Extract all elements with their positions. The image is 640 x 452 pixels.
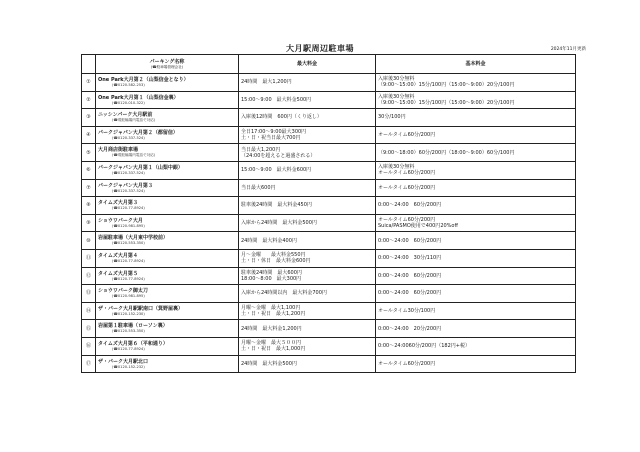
basic-fee-line: 入庫後30分無料 [378, 76, 415, 83]
parking-name-cell [96, 302, 239, 320]
parking-phone: (☎0120-337-524) [112, 188, 145, 193]
basic-fee-cell [376, 337, 576, 355]
parking-name: ニッシンパーク大月駅前 [98, 112, 153, 119]
basic-fee-line: 入庫後30分無料 [378, 93, 415, 100]
max-fee-cell [239, 179, 376, 197]
max-fee-cell [239, 126, 376, 144]
parking-name: ショウワパーク御太刀 [98, 288, 148, 295]
parking-name-cell [96, 74, 239, 92]
row-number: ⑩ [82, 232, 96, 250]
max-fee-line: 24時間 最大料金400円 [241, 237, 297, 244]
basic-fee-cell [376, 285, 576, 303]
table-row [82, 232, 576, 250]
row-number: ⑪ [82, 249, 96, 267]
max-fee-line: 15:00～9:00 最大料金600円 [241, 167, 312, 174]
max-fee-line: 駐車後24時間 最大料金450円 [241, 202, 312, 209]
row-number: ⑥ [82, 161, 96, 179]
parking-name: One Park大月第１（山梨信金裏） [98, 94, 179, 101]
parking-name: パークジャパン大月第２（都留信） [98, 129, 178, 136]
max-fee-cell [239, 74, 376, 92]
basic-fee-line: （9:00～15:00）15分/100円（15:00～9:00）20分/100円 [378, 82, 515, 89]
parking-name-cell [96, 126, 239, 144]
parking-name: パークジャパン大月第３ [98, 182, 153, 189]
max-fee-cell [239, 302, 376, 320]
max-fee-line: 駐車後24時間 最大600円 [241, 269, 302, 276]
parking-name-cell [96, 249, 239, 267]
max-fee-line: 入庫から24時間以内 最大料金700円 [241, 290, 327, 297]
table-row [82, 74, 576, 92]
parking-phone: (☎0120-77-8924) [112, 276, 145, 281]
parking-phone: (☎0120-337-524) [112, 135, 145, 140]
basic-fee-cell [376, 74, 576, 92]
max-fee-line: 月曜～金曜 最大1,100円 [241, 305, 301, 312]
basic-fee-cell [376, 91, 576, 109]
basic-fee-cell [376, 302, 576, 320]
parking-name-cell [96, 91, 239, 109]
max-fee-cell [239, 232, 376, 250]
max-fee-line: 全日17:00～9:00最大300円 [241, 129, 307, 136]
parking-phone: (☎0120-553-350) [112, 241, 145, 246]
basic-fee-cell [376, 320, 576, 338]
parking-phone: (☎0120-337-524) [112, 171, 145, 176]
basic-fee-cell [376, 161, 576, 179]
table-header-row [82, 55, 576, 74]
max-fee-cell [239, 91, 376, 109]
header-name-label: パーキング名称 [149, 59, 185, 65]
row-number: ⑨ [82, 214, 96, 232]
basic-fee-line: （9:00～15:00）15分/100円（15:00～9:00）20分/100円 [378, 99, 515, 106]
parking-name-cell [96, 161, 239, 179]
basic-fee-line: オールタイム60分/200円 [378, 217, 436, 224]
row-number: ⑭ [82, 302, 96, 320]
basic-fee-line: オールタイム60分/200円 [378, 360, 436, 367]
basic-fee-line: 30分/100円 [378, 114, 406, 121]
parking-name: 岩屋駐車場（大月東中学校前） [98, 235, 169, 242]
basic-fee-cell [376, 214, 576, 232]
max-fee-line: 24時間 最大料金1,200円 [241, 325, 302, 332]
max-fee-line: 土・日・休日 最大料金600円 [241, 258, 311, 265]
basic-fee-line: 入庫後30分無料 [378, 164, 415, 171]
parking-name-cell [96, 144, 239, 162]
basic-fee-line: オールタイム30分/100円 [378, 308, 436, 315]
parking-table [81, 54, 576, 373]
table-row [82, 126, 576, 144]
row-number: ⑰ [82, 355, 96, 373]
max-fee-cell [239, 214, 376, 232]
basic-fee-line: オールタイム60分/200円 [378, 184, 436, 191]
table-row [82, 179, 576, 197]
row-number: ③ [82, 109, 96, 127]
parking-phone: (☎現駐輪場内電話で対応) [112, 118, 156, 123]
max-fee-line: （24:00を超えると過盛される） [241, 152, 316, 159]
parking-name: ショウワパーク大月 [98, 217, 143, 224]
basic-fee-cell [376, 144, 576, 162]
max-fee-cell [239, 161, 376, 179]
table-row [82, 320, 576, 338]
parking-phone: (☎現駐輪場内電話で対応) [112, 153, 156, 158]
table-row [82, 91, 576, 109]
parking-name-cell [96, 197, 239, 215]
basic-fee-cell [376, 355, 576, 373]
row-number: ⑦ [82, 179, 96, 197]
document-title: 大月駅周辺駐車場 [286, 44, 354, 53]
max-fee-cell [239, 197, 376, 215]
basic-fee-cell [376, 232, 576, 250]
header-no [82, 55, 96, 74]
table-body [82, 74, 576, 373]
basic-fee-cell [376, 109, 576, 127]
max-fee-line: 24時間 最大料金500円 [241, 360, 297, 367]
update-date: 2024年11月更新 [550, 47, 586, 52]
table-row [82, 214, 576, 232]
max-fee-cell [239, 355, 376, 373]
row-number: ④ [82, 126, 96, 144]
parking-name: ザ・パーク大月駅駅南口（箕野屋裏） [98, 305, 184, 312]
max-fee-cell [239, 285, 376, 303]
row-number: ⑬ [82, 285, 96, 303]
parking-name-cell [96, 337, 239, 355]
max-fee-line: 15:00～9:00 最大料金500円 [241, 96, 312, 103]
max-fee-line: 月曜～金曜 最大５００円 [241, 340, 302, 347]
parking-name: 岩屋第１駐車場（ローソン裏） [98, 323, 168, 330]
parking-name-cell [96, 355, 239, 373]
basic-fee-line: オールタイム60分/200円 [378, 132, 436, 139]
max-fee-line: 24時間 最大1,200円 [241, 79, 292, 86]
parking-phone: (☎0120-152-232) [112, 364, 145, 369]
table-row [82, 144, 576, 162]
max-fee-cell [239, 320, 376, 338]
table-row [82, 355, 576, 373]
basic-fee-line: オールタイム60分/200円 [378, 170, 436, 177]
parking-name: One Park大月第２（山梨信金となり） [98, 77, 189, 84]
parking-phone: (☎0120-582-253) [112, 83, 145, 88]
table-row [82, 337, 576, 355]
row-number: ⑮ [82, 320, 96, 338]
max-fee-line: 月～金曜 最大料金550円 [241, 252, 306, 259]
parking-phone: (☎0120-981-895) [112, 294, 145, 299]
basic-fee-line: 0:00～24:00 60分/200円 [378, 290, 442, 297]
table-row [82, 267, 576, 285]
header-max: 最大料金 [239, 55, 376, 74]
max-fee-cell [239, 109, 376, 127]
table-row [82, 197, 576, 215]
parking-phone: (☎0120-981-895) [112, 223, 145, 228]
parking-name: 大月商店街駐車場 [98, 147, 139, 154]
parking-name: タイムズ大月第５ [98, 270, 138, 277]
basic-fee-line: （9:00～18:00）60分/200円（18:00～9:00）60分/100円 [378, 149, 515, 156]
parking-name: パークジャパン大月第１（山梨中銀） [98, 165, 183, 172]
parking-phone: (☎0120-77-8924) [112, 258, 145, 263]
parking-name: ザ・パーク大月駅北口 [98, 358, 149, 365]
basic-fee-line: 0:00～24:00 60分/200円 [378, 202, 442, 209]
parking-phone: (☎0120-77-8924) [112, 206, 145, 211]
max-fee-line: 当日最大600円 [241, 184, 276, 191]
parking-name-cell [96, 232, 239, 250]
row-number: ⑤ [82, 144, 96, 162]
basic-fee-line: 0:00～24:00 60分/200円 [378, 237, 442, 244]
parking-name: タイムズ大月第３ [98, 200, 138, 207]
parking-phone: (☎0120-010-322) [112, 100, 145, 105]
table-row [82, 302, 576, 320]
max-fee-line: 当日最大1,200円 [241, 146, 281, 153]
max-fee-cell [239, 144, 376, 162]
parking-name-cell [96, 267, 239, 285]
parking-name-cell [96, 214, 239, 232]
max-fee-line: 土・日・祝日 最大1,000円 [241, 346, 306, 353]
max-fee-cell [239, 267, 376, 285]
basic-fee-line: Suica/PASMO使用で400円20%off [378, 223, 458, 230]
basic-fee-line: 0:00～24:00 60分/200円 [378, 272, 442, 279]
parking-name: タイムズ大月第４ [98, 252, 138, 259]
max-fee-line: 土・日・祝当日最大700円 [241, 135, 301, 142]
basic-fee-line: 0:00～24:0060分/200円（182円+税） [378, 343, 470, 350]
parking-name-cell [96, 285, 239, 303]
parking-phone: (☎0120-553-350) [112, 329, 145, 334]
max-fee-cell [239, 249, 376, 267]
row-number: ② [82, 91, 96, 109]
parking-phone: (☎0120-77-8924) [112, 346, 145, 351]
max-fee-line: 入庫後12時間 600円（くり返し） [241, 114, 322, 121]
table-row [82, 109, 576, 127]
row-number: ⑧ [82, 197, 96, 215]
basic-fee-cell [376, 249, 576, 267]
table-row [82, 249, 576, 267]
basic-fee-cell [376, 126, 576, 144]
table-row [82, 161, 576, 179]
basic-fee-line: 0:00～24:00 30分/110円 [378, 255, 442, 262]
header-name-sub: (☎駐車場管理会社) [150, 65, 184, 69]
parking-name-cell [96, 320, 239, 338]
parking-name: タイムズ大月第６（平和通り） [98, 340, 168, 347]
row-number: ⑯ [82, 337, 96, 355]
header-name [96, 55, 239, 74]
row-number: ① [82, 74, 96, 92]
max-fee-line: 土・日・祝日 最大1,200円 [241, 311, 306, 318]
basic-fee-cell [376, 179, 576, 197]
parking-phone: (☎0120-152-230) [112, 311, 145, 316]
row-number: ⑫ [82, 267, 96, 285]
parking-name-cell [96, 109, 239, 127]
basic-fee-cell [376, 197, 576, 215]
basic-fee-cell [376, 267, 576, 285]
parking-name-cell [96, 179, 239, 197]
max-fee-line: 入庫から24時間 最大料金500円 [241, 220, 317, 227]
header-fee: 基本料金 [376, 55, 576, 74]
table-row [82, 285, 576, 303]
max-fee-line: 18:00～8:00 最大300円 [241, 275, 302, 282]
max-fee-cell [239, 337, 376, 355]
basic-fee-line: 0:00～24:00 20分/200円 [378, 325, 442, 332]
